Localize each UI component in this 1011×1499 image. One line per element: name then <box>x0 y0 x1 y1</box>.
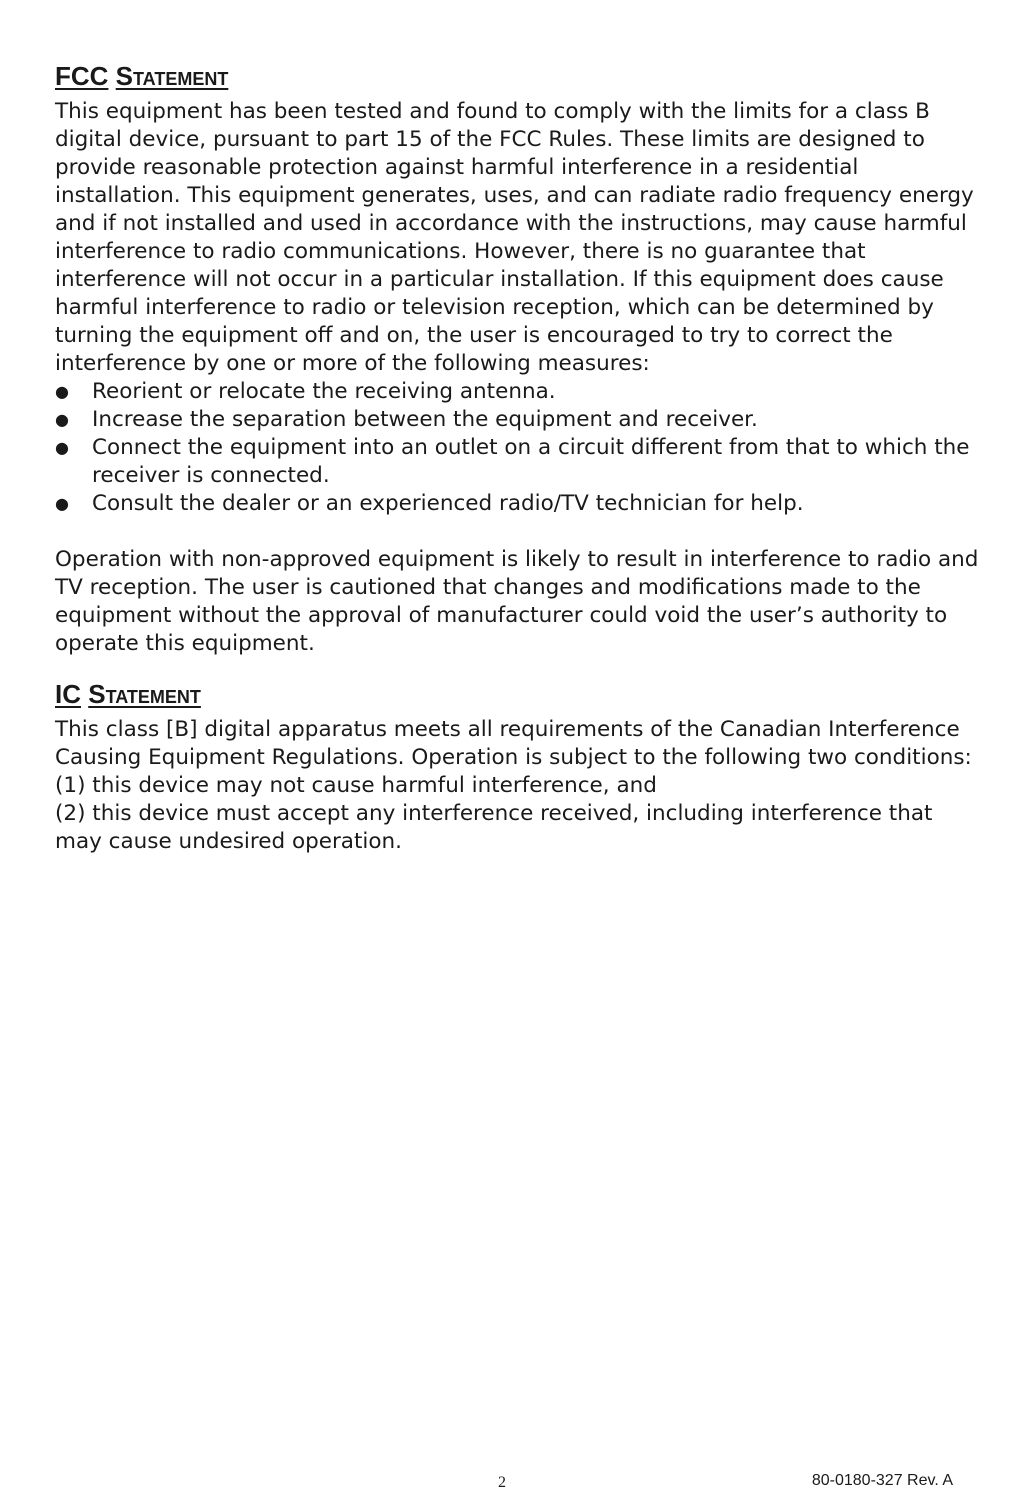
ic-intro-paragraph: This class [B] digital apparatus meets all requirements of the Canadian Interference Causing Equipment Regulations. Operation is subject to the following two conditions: <box>55 717 972 770</box>
fcc-intro-paragraph: This equipment has been tested and found to comply with the limits for a class B digital device, pursuant to part 15 of the FCC Rules. These limits are designed to provide reasonable protection against harmful interference in a residential installation. This equipment generates, uses, and can radiate radio frequency energy and if not installed and used in accordance with the instructions, may cause harmful interference to radio communications. However, there is no guarantee that interference will not occur in a particular installation. If this equipment does cause harmful interference to radio or television reception, which can be determined by turning the equipment off and on, the user is encouraged to try to correct the interference by one or more of the following measures: <box>55 99 974 376</box>
spacer <box>55 658 985 678</box>
ic-condition-2: (2) this device must accept any interference received, including interference that may cause undesired operation. <box>55 801 933 854</box>
bullet-icon: ● <box>55 410 69 429</box>
list-item <box>55 378 985 406</box>
fcc-statement-heading <box>55 60 985 92</box>
ic-condition-1: (1) this device may not cause harmful interference, and <box>55 773 657 798</box>
document-id: 80-0180-327 Rev. A <box>811 1472 953 1489</box>
spacer <box>55 518 985 546</box>
ic-statement-section <box>55 678 985 856</box>
fcc-heading-prefix: FCC <box>55 61 109 91</box>
measure-text: Reorient or relocate the receiving antenna. <box>92 379 556 404</box>
measure-text: Increase the separation between the equipment and receiver. <box>92 407 758 432</box>
measure-text: Connect the equipment into an outlet on a circuit different from that to which the receiver is connected. <box>92 435 970 488</box>
page-number: 2 <box>498 1474 506 1491</box>
fcc-warning-paragraph: Operation with non-approved equipment is likely to result in interference to radio and TV reception. The user is cautioned that changes and modifications made to the equipment without the approval of manufacturer could void the user’s authority to operate this equipment. <box>55 547 979 656</box>
list-item <box>55 406 985 434</box>
ic-statement-heading <box>55 678 985 710</box>
bullet-icon: ● <box>55 382 69 401</box>
fcc-statement-section <box>55 60 985 658</box>
bullet-icon: ● <box>55 494 69 513</box>
document-page <box>55 60 985 856</box>
measure-text: Consult the dealer or an experienced radio/TV technician for help. <box>92 491 804 516</box>
fcc-measures-list <box>55 378 985 518</box>
bullet-icon: ● <box>55 438 69 457</box>
list-item <box>55 434 985 490</box>
ic-heading-word: Statement <box>88 679 201 709</box>
ic-heading-prefix: IC <box>55 679 81 709</box>
fcc-heading-word: Statement <box>115 61 229 91</box>
list-item <box>55 490 985 518</box>
